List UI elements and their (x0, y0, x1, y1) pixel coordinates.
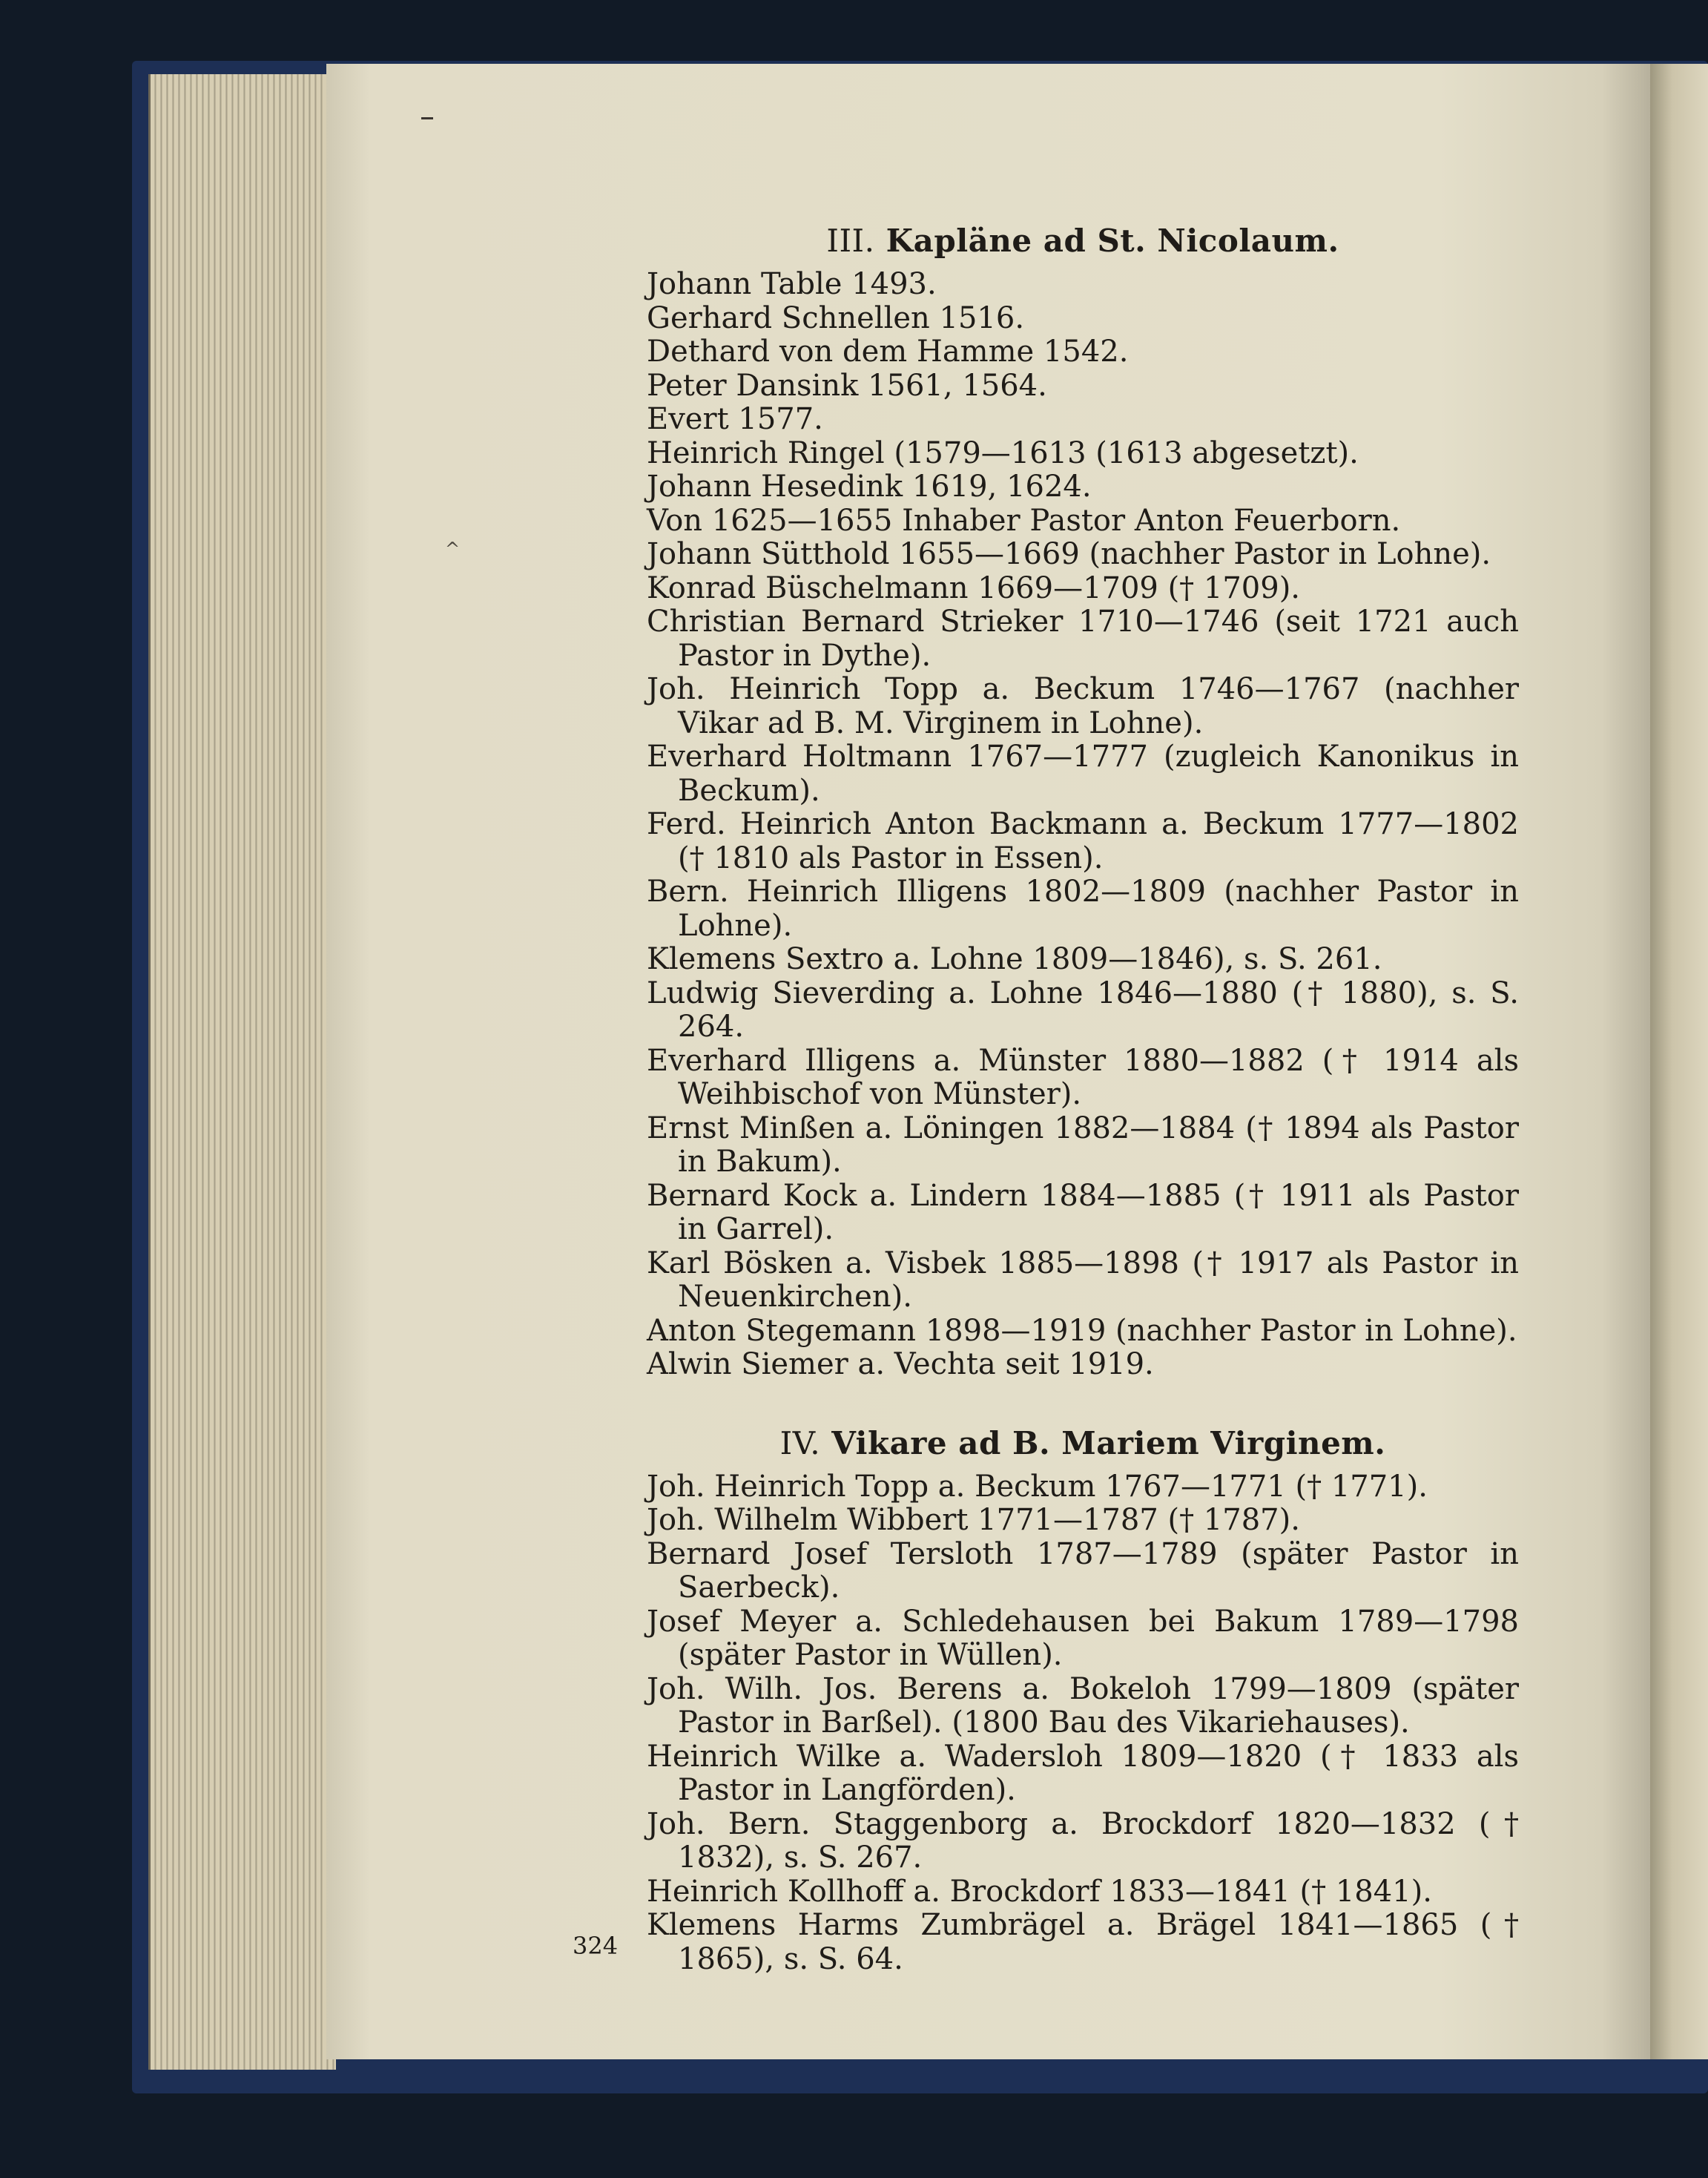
entry: Heinrich Wilke a. Wadersloh 1809—1820 († 1833 als Pastor in Langförden). (647, 1739, 1519, 1807)
entry: Josef Meyer a. Schledehausen bei Bakum 1789—1798 (später Pastor in Wüllen). (647, 1604, 1519, 1672)
entry: Johann Table 1493. (647, 267, 937, 301)
page-number: 324 (573, 1932, 619, 1960)
entry: Karl Bösken a. Visbek 1885—1898 († 1917 als Pastor in Neuenkirchen). (647, 1246, 1519, 1314)
entry: Christian Bernard Strieker 1710—1746 (seit 1721 auch Pastor in Dythe). (647, 605, 1519, 673)
entry-list (647, 268, 1519, 1382)
page-edge-stack (148, 74, 336, 2070)
margin-dash-mark (421, 117, 433, 119)
entry: Alwin Siemer a. Vechta seit 1919. (647, 1347, 1154, 1381)
section-numeral: III. (826, 223, 875, 259)
entry: Joh. Wilhelm Wibbert 1771—1787 († 1787). (647, 1503, 1300, 1537)
entry: Joh. Wilh. Jos. Berens a. Bokeloh 1799—1809 (später Pastor in Barßel). (1800 Bau des Vikariehauses). (647, 1671, 1519, 1740)
entry: Anton Stegemann 1898—1919 (nachher Pastor in Lohne). (647, 1313, 1517, 1348)
page-content (647, 223, 1519, 1976)
entry: Klemens Sextro a. Lohne 1809—1846), s. S. 261. (647, 942, 1382, 976)
entry: Konrad Büschelmann 1669—1709 († 1709). (647, 570, 1301, 605)
entry: Ernst Minßen a. Löningen 1882—1884 († 1894 als Pastor in Bakum). (647, 1111, 1519, 1179)
section-heading (647, 223, 1519, 259)
entry: Peter Dansink 1561, 1564. (647, 368, 1047, 403)
margin-caret-mark: ^ (445, 539, 461, 559)
entry: Dethard von dem Hamme 1542. (647, 335, 1129, 369)
entry: Heinrich Ringel (1579—1613 (1613 abgesetzt). (647, 435, 1359, 470)
entry: Everhard Holtmann 1767—1777 (zugleich Kanonikus in Beckum). (647, 740, 1519, 808)
section-vikare (647, 1425, 1519, 1977)
entry: Bern. Heinrich Illigens 1802—1809 (nachher Pastor in Lohne). (647, 875, 1519, 943)
entry: Klemens Harms Zumbrägel a. Brägel 1841—1865 († 1865), s. S. 64. (647, 1908, 1519, 1976)
entry: Joh. Heinrich Topp a. Beckum 1746—1767 (nachher Vikar ad B. M. Virginem in Lohne). (647, 672, 1519, 740)
entry: Bernard Kock a. Lindern 1884—1885 († 1911 als Pastor in Garrel). (647, 1178, 1519, 1246)
entry: Bernard Josef Tersloth 1787—1789 (später Pastor in Saerbeck). (647, 1536, 1519, 1605)
entry: Johann Sütthold 1655—1669 (nachher Pastor in Lohne). (647, 537, 1491, 571)
section-heading (647, 1425, 1519, 1461)
entry: Evert 1577. (647, 402, 823, 436)
section-title-text: Kapläne ad St. Nicolaum. (886, 223, 1339, 259)
entry: Joh. Bern. Staggenborg a. Brockdorf 1820—1832 († 1832), s. S. 267. (647, 1806, 1519, 1875)
entry: Joh. Heinrich Topp a. Beckum 1767—1771 († 1771). (647, 1469, 1428, 1504)
entry-list (647, 1470, 1519, 1977)
section-numeral: IV. (779, 1424, 821, 1461)
section-title-text: Vikare ad B. Mariem Virginem. (831, 1424, 1386, 1461)
entry: Everhard Illigens a. Münster 1880—1882 († 1914 als Weihbischof von Münster). (647, 1043, 1519, 1111)
entry: Johann Hesedink 1619, 1624. (647, 470, 1092, 504)
section-kaplaene (647, 223, 1519, 1382)
entry: Heinrich Kollhoff a. Brockdorf 1833—1841 († 1841). (647, 1874, 1432, 1909)
facing-page-edge (1650, 64, 1708, 2059)
entry: Ferd. Heinrich Anton Backmann a. Beckum 1777—1802 († 1810 als Pastor in Essen). (647, 807, 1519, 875)
entry: Gerhard Schnellen 1516. (647, 300, 1025, 335)
entry: Von 1625—1655 Inhaber Pastor Anton Feuerborn. (647, 503, 1401, 538)
entry: Ludwig Sieverding a. Lohne 1846—1880 († 1880), s. S. 264. (647, 976, 1519, 1044)
